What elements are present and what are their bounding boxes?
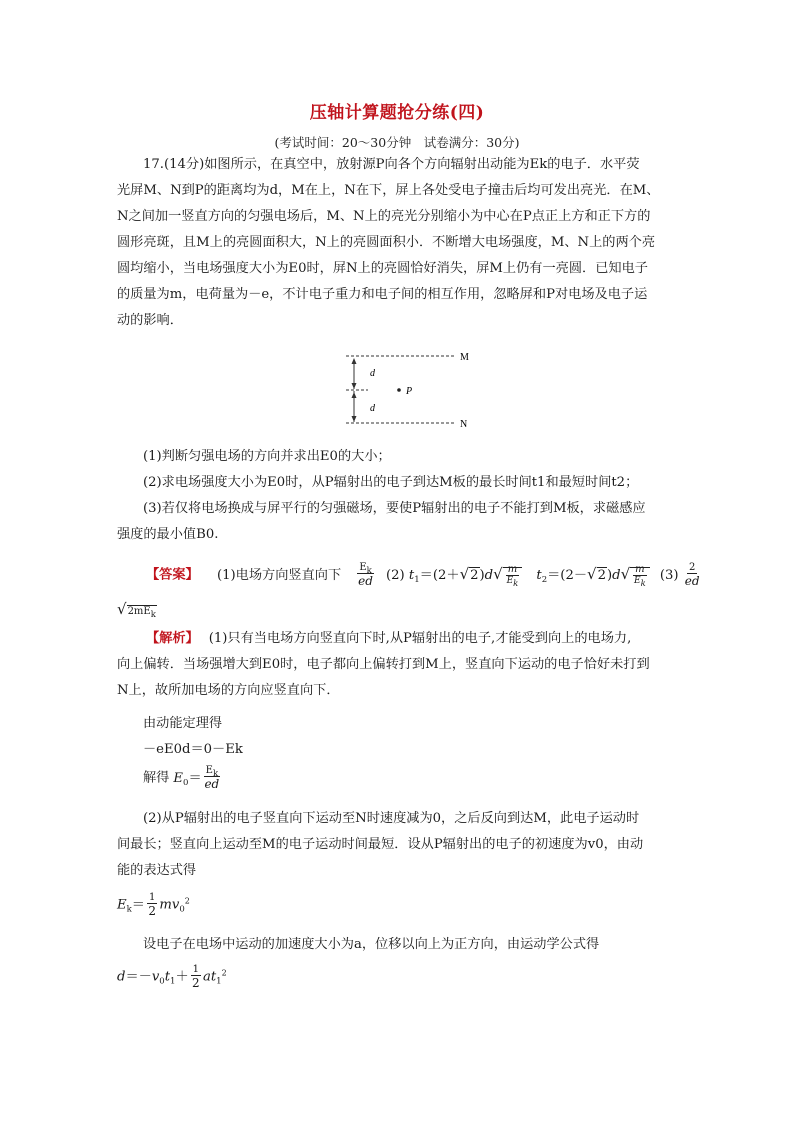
problem-line: 动的影响． [117,313,183,328]
question-2: (2)求电场强度大小为E0时，从P辐射出的电子到达M板的最长时间t1和最短时间t2； [143,475,639,490]
equation-energy: －eE0d＝0－Ek [143,742,243,757]
label-n: N [460,419,468,430]
problem-line: N之间加一竖直方向的匀强电场后，M、N上的亮光分别缩小为中心在P点正上方和正下方的 [117,209,651,224]
answer-t2-formula: $t_2=(2-√2)d√$ $\frac{m}{E_k}$ [536,568,649,583]
analysis-acceleration-text: 设电子在电场中运动的加速度大小为a，位移以向上为正方向，由运动学公式得 [143,937,600,952]
analysis-line-2: 向上偏转．当场强增大到E0时，电子都向上偏转打到M上，竖直向下运动的电子恰好未打到 [117,657,650,672]
problem-line: 光屏M、N到P的距离均为d，M在上，N在下，屏上各处受电子撞击后均可发出亮光．在M、 [117,183,660,198]
analysis-part2-line-2: 间最长；竖直向上运动至M的电子运动时间最短．设从P辐射出的电子的初速度为v0，由动 [117,837,644,852]
analysis-line-1: 【解析】 (1)只有当电场方向竖直向下时,从P辐射出的电子,才能受到向上的电场力, [146,631,632,646]
source-p-dot [397,388,401,392]
label-p: P [406,386,413,397]
problem-line: 圆形亮斑，且M上的亮圆面积大，N上的亮圆面积小．不断增大电场强度，M、N上的两个亮 [117,235,656,250]
answer-part-2: (2) [386,567,405,583]
answer-tag: 【答案】 [146,567,199,583]
problem-line: 17.(14分)如图所示，在真空中，放射源P向各个方向辐射出动能为Ek的电子．水平荧 [143,157,640,172]
problem-line: 的质量为m，电荷量为－e，不计电子重力和电子间的相互作用，忽略屏和P对电场及电子运 [117,287,648,302]
label-d-bottom: d [370,403,375,414]
analysis-part2-line-1: (2)从P辐射出的电子竖直向下运动至N时速度减为0，之后反向到达M，此电子运动时 [143,811,640,826]
label-d-top: d [370,368,375,379]
page-title: 压轴计算题抢分练(四) [309,103,485,123]
answer-b0-sqrt: $√2mE_k$ [117,600,156,620]
question-3-line-2: 强度的最小值B0. [117,527,219,542]
answer-part-3: (3) [659,567,679,583]
question-3-line-1: (3)若仅将电场换成与屏平行的匀强磁场，要使P辐射出的电子不能打到M板，求磁感应 [143,501,646,516]
problem-line: 圆均缩小，当电场强度大小为E0时，屏N上的亮圆恰好消失，屏M上仍有一亮圆．已知电子 [117,261,648,276]
answer-block [146,563,702,587]
field-diagram [340,345,480,435]
answer-e0-fraction: $\frac{E_k}{ed}$ [358,562,373,588]
label-m: M [460,352,469,363]
answer-t1-formula: $t_1=(2+√2)d√$ $\frac{m}{E_k}$ [409,568,522,583]
analysis-tag: 【解析】 [146,631,199,646]
energy-theorem-text: 由动能定理得 [143,716,223,731]
equation-kinetic-energy: $E_k=$ $\frac{1}{2}$ $mv_0^2$ [117,892,190,918]
exam-info: (考试时间：20～30分钟 试卷满分：30分) [274,135,520,150]
analysis-part2-line-3: 能的表达式得 [117,863,197,878]
answer-b0-fraction: $\frac{2}{ed}$ [684,562,700,588]
question-1: (1)判断匀强电场的方向并求出E0的大小； [143,449,391,464]
equation-kinematics: $d=-v_0t_1+$ $\frac{1}{2}$ $at_1^2$ [117,964,227,990]
answer-part-1: (1)电场方向竖直向下 [216,567,342,583]
equation-e0-result: 解得 $E_0=$ $\frac{E_k}{ed}$ [143,765,220,791]
analysis-line-3: N上，故所加电场的方向应竖直向下． [117,683,340,698]
